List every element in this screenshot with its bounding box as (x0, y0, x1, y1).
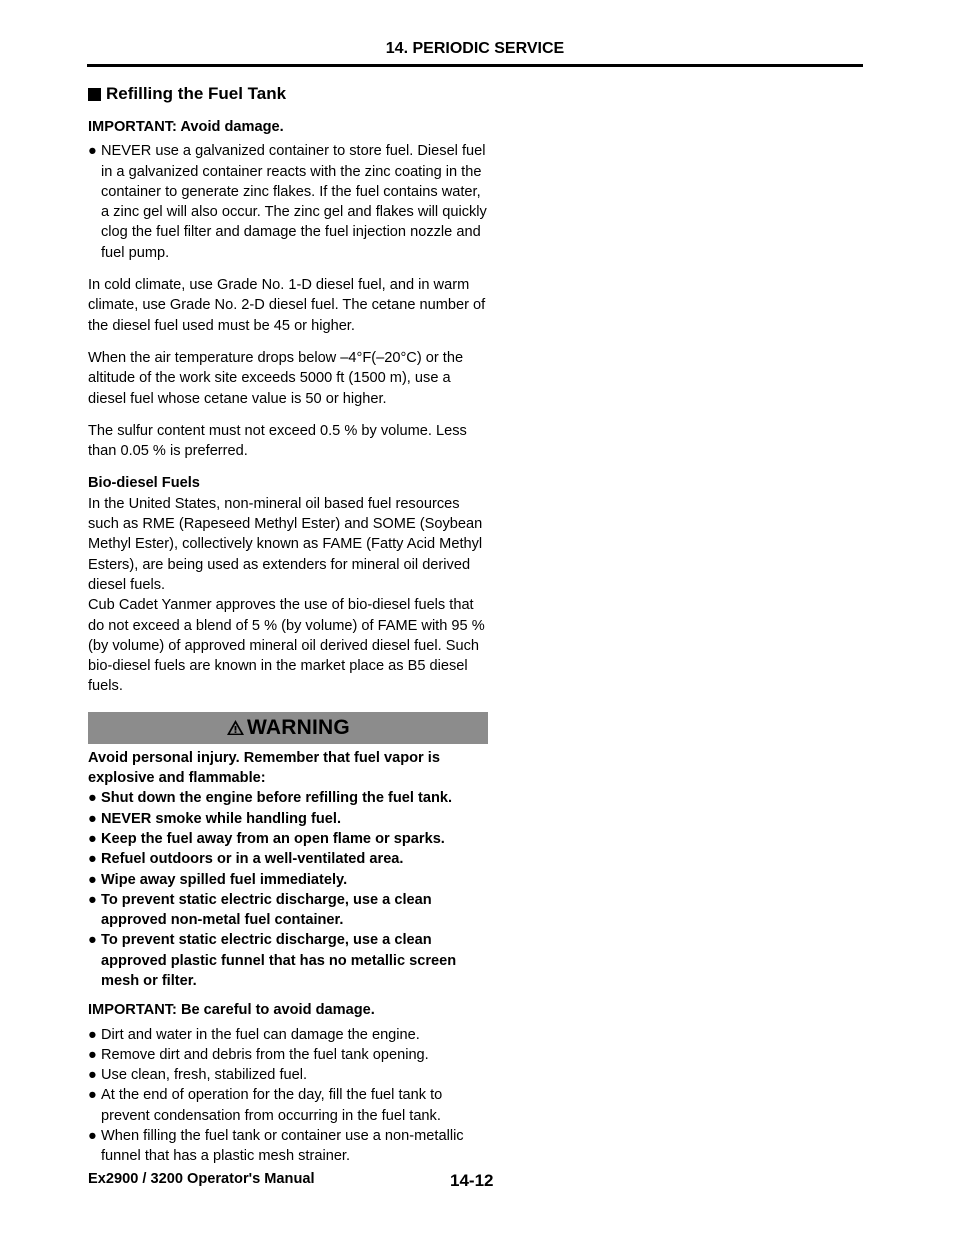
square-bullet-icon (88, 88, 101, 101)
list-item: ● NEVER use a galvanized container to store fuel. Diesel fuel in a galvanized container reacts with the zinc coating in the container to generate zinc flakes. If the fuel contains water, a zinc gel will also occur. The zinc gel and flakes will quickly clog the fuel filter and damage the fuel injection nozzle and fuel pump. (88, 143, 487, 261)
list-item: ● Dirt and water in the fuel can damage the engine. (88, 1025, 488, 1045)
list-item: ● Keep the fuel away from an open flame or sparks. (88, 829, 488, 849)
bullet-icon: ● (88, 830, 97, 847)
bullet-icon: ● (88, 1067, 97, 1084)
bullet-icon: ● (88, 1128, 97, 1145)
warning-banner (88, 712, 488, 744)
list-item: ● Shut down the engine before refilling the fuel tank. (88, 788, 488, 808)
paragraph-sulfur: The sulfur content must not exceed 0.5 % by volume. Less than 0.05 % is preferred. (88, 422, 467, 460)
list-item: ● Refuel outdoors or in a well-ventilated area. (88, 849, 488, 869)
page-header-title: 14. PERIODIC SERVICE (385, 40, 565, 57)
list-item: ● At the end of operation for the day, fill the fuel tank to prevent condensation from occurring in the fuel tank. (88, 1087, 443, 1124)
section-title: Refilling the Fuel Tank (106, 84, 287, 103)
list-item: ● Remove dirt and debris from the fuel tank opening. (88, 1045, 488, 1065)
important-note-1: IMPORTANT: Avoid damage. (88, 119, 284, 135)
footer-page-number: 14-12 (450, 1171, 494, 1190)
bullet-icon: ● (88, 1087, 97, 1104)
section-heading (88, 84, 488, 104)
bullet-icon: ● (88, 932, 97, 949)
bullet-icon: ● (88, 891, 97, 908)
biodiesel-paragraph-2: Cub Cadet Yanmer approves the use of bio-diesel fuels that do not exceed a blend of 5 % (by volume) of FAME with 95 % (by volume) of approved mineral oil derived diesel fuel. Such bio-diesel fuels are known in the market place as B5 diesel fuels. (88, 597, 485, 695)
warning-body (88, 748, 488, 992)
bullet-icon: ● (88, 1026, 97, 1043)
paragraph-grade: In cold climate, use Grade No. 1-D diesel fuel, and in warm climate, use Grade No. 2-D diesel fuel. The cetane number of the diesel fuel used must be 45 or higher. (88, 277, 486, 334)
biodiesel-paragraph-1: In the United States, non-mineral oil based fuel resources such as RME (Rapeseed Methyl Ester) and SOME (Soybean Methyl Ester), collectively known as FAME (Fatty Acid Methyl Esters), are being used as extenders for mineral oil derived diesel fuels. (88, 495, 483, 593)
list-item: ● When filling the fuel tank or container use a non-metallic funnel that has a plastic mesh strainer. (88, 1128, 464, 1165)
list-item: ● Wipe away spilled fuel immediately. (88, 870, 488, 890)
warning-intro: Avoid personal injury. Remember that fuel vapor is explosive and flammable: (88, 749, 440, 787)
list-item: ● Use clean, fresh, stabilized fuel. (88, 1065, 488, 1085)
biodiesel-heading: Bio-diesel Fuels (88, 475, 200, 492)
list-item: ● To prevent static electric discharge, use a clean approved plastic funnel that has no metallic screen mesh or filter. (88, 932, 457, 989)
paragraph-temperature: When the air temperature drops below –4°F(–20°C) or the altitude of the work site exceeds 5000 ft (1500 m), use a diesel fuel whose cetane value is 50 or higher. (88, 349, 464, 407)
bullet-icon: ● (88, 1046, 97, 1063)
warning-label: WARNING (247, 715, 350, 739)
bullet-icon: ● (88, 790, 97, 807)
footer-manual-title: Ex2900 / 3200 Operator's Manual (88, 1171, 315, 1187)
bullet-icon: ● (88, 810, 97, 827)
list-item: ● NEVER smoke while handling fuel. (88, 809, 488, 829)
important-bullets-2 (88, 1025, 488, 1167)
main-column (88, 84, 488, 1167)
list-item: ● To prevent static electric discharge, use a clean approved non-metal fuel container. (88, 891, 432, 929)
bullet-icon: ● (88, 143, 97, 160)
header-divider (87, 64, 863, 67)
important-note-2: IMPORTANT: Be careful to avoid damage. (88, 1002, 375, 1019)
important-bullets-1 (88, 141, 488, 263)
warning-bullets (88, 788, 488, 991)
warning-triangle-icon (226, 719, 245, 736)
bullet-icon: ● (88, 851, 97, 868)
bullet-icon: ● (88, 871, 97, 888)
